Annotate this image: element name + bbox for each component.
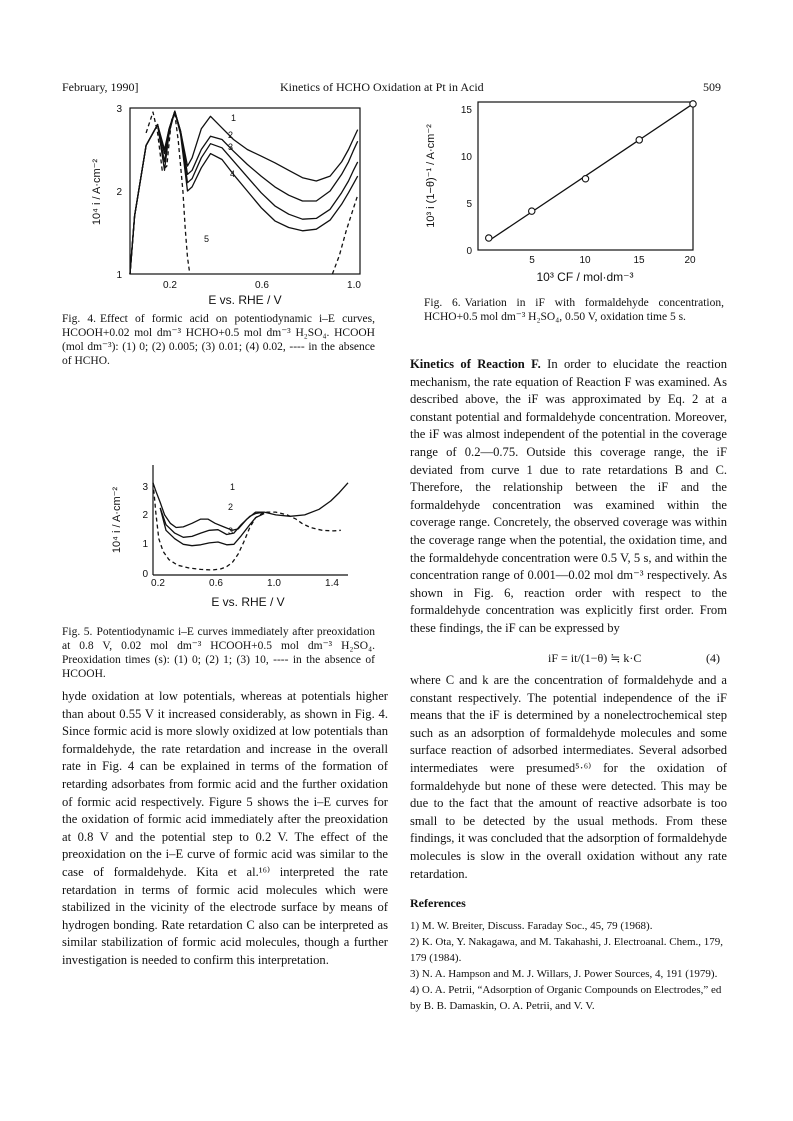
x-tick-label: 0.2 [163,280,177,291]
y-axis-label: 10⁴ i / A·cm⁻² [111,486,123,554]
y-tick-label: 3 [116,104,122,115]
reference-item: 2) K. Ota, Y. Nakagawa, and M. Takahashi, J. Electroanal. Chem., 179, 179 (1984). [410,936,724,964]
reference-item: 1) M. W. Breiter, Discuss. Faraday Soc., 45, 79 (1968). [410,920,653,932]
x-tick-label: 15 [633,255,645,266]
data-point [690,101,696,107]
reference-item: 3) N. A. Hampson and M. J. Willars, J. Power Sources, 4, 191 (1979). [410,968,718,980]
figure-5-caption [62,625,375,681]
references-heading: References [410,896,466,910]
paragraph [410,356,727,638]
y-tick-label: 10 [460,152,472,163]
series-line-dashed-3 [153,483,341,570]
y-tick-label: 0 [466,246,472,257]
curve-label: 2 [228,130,234,140]
series-line-4 [130,111,358,274]
x-tick-label: 0.6 [255,280,269,291]
x-tick-label: 0.2 [151,578,165,589]
curve-label: 2 [228,502,234,512]
curve-label: 1 [231,113,237,123]
reference-item: 4) O. A. Petrii, “Adsorption of Organic Compounds on Electrodes,” ed by B. B. Damaskin, O. A. Petrii, and V. V. [410,984,722,1012]
y-tick-label: 0 [142,569,148,580]
y-tick-label: 3 [142,482,148,493]
y-tick-label: 2 [116,187,122,198]
equation-number: (4) [706,651,720,665]
caption-label: Fig. 4. [62,313,96,325]
equation-4: iF = it/(1−θ) ≒ k·C [548,651,642,665]
paragraph-text: In order to elucidate the reaction mechanism, the rate equation of Reaction F was examined. As described above, the iF was approximated by Eq. 2 at a constant potential and formaldehyde concentration. Moreover, the iF was almost independent of the potential in the coverage range of 0.2—0.75. Outside this coverage range, the iF deviated from curve 1 due to rate retardations B and C. Therefore, the relationship between the iF and the formaldehyde concentration was examined within the coverage range. Concretely, the observed coverage was within the coverage range when the potential, the oxidation time, and the formaldehyde concentration were 0.5 V, 5 s, and within the concentration range of 0.001—0.02 mol dm⁻³ respectively. As shown in Fig. 6, reaction order with respect to the formaldehyde concentration was explicitly first order. From these findings, the iF can be expressed by [410,357,727,635]
page-number: 509 [703,80,721,94]
y-axis-label: 10³ i (1−θ)⁻¹ / A·cm⁻² [425,124,437,228]
plot-frame [130,108,360,274]
series-line-2 [160,508,264,537]
curve-label: 4 [230,169,236,179]
data-point [582,176,588,182]
x-tick-label: 5 [529,255,535,266]
x-axis-label: E vs. RHE / V [208,293,282,307]
data-point [486,235,492,241]
paragraph: where C and k are the concentration of formaldehyde and a constant respectively. The potential independence of the iF means that the iF is determined by a nonelectrochemical step such as an adsorption of formaldehyde molecules and some surface reaction of adsorbed intermediates. Several adsorbed intermediates were presumed⁵·⁶⁾ for the oxidation of formaldehyde but none of these were detected. This may be due to the fact that the amount of reactive adsorbate is too small to be detected by the usual methods. From these findings, it was concluded that the adsorption of formaldehyde molecules is slow in the overall oxidation without any rate retardation. [410,673,727,881]
data-point [529,208,535,214]
figure-6-marks [486,101,697,242]
references-list [410,918,727,1014]
x-axis-label: E vs. RHE / V [211,595,285,609]
caption-label: Fig. 6. [424,297,461,309]
x-tick-label: 10 [579,255,591,266]
caption-text: Effect of formic acid on potentiodynamic i–E curves, HCOOH+0.02 mol dm⁻³ HCHO+0.5 mol dm⁻³ H₂SO₄. HCOOH (mol dm⁻³): (1) 0; (2) 0.005; (3) 0.01; (4) 0.02, ---- in the absence of HCHO. [62,313,375,367]
fit-line [489,104,693,241]
figure-4-chart [90,100,380,310]
figure-6-chart [418,100,718,290]
section-heading: Kinetics of Reaction F. [410,357,541,371]
x-tick-label: 0.6 [209,578,223,589]
series-line-1 [130,111,358,274]
curve-label: 1 [230,482,236,492]
left-column-text [62,688,388,970]
x-tick-label: 1.0 [267,578,281,589]
x-axis-label: 10³ CF / mol·dm⁻³ [536,270,634,284]
x-tick-label: 1.0 [347,280,361,291]
curve-label: 3 [228,526,234,536]
curve-label: 3 [228,142,234,152]
series-line-2 [130,111,358,274]
running-header-left: February, 1990] [62,80,139,94]
y-tick-label: 15 [460,105,472,116]
right-column-text-1 [410,356,727,638]
figure-4-curves [130,111,358,274]
series-line-dashed-5 [332,195,357,274]
figure-5-chart [108,460,358,620]
series-line-3 [130,111,358,274]
y-tick-label: 2 [142,510,148,521]
figure-4-caption [62,312,375,368]
y-tick-label: 5 [466,199,472,210]
figure-6-caption [424,296,724,324]
y-axis-label: 10⁴ i / A·cm⁻² [91,158,103,226]
right-column-text-2 [410,672,727,883]
caption-text: Variation in iF with formaldehyde concentration, HCHO+0.5 mol dm⁻³ H₂SO₄, 0.50 V, oxidation time 5 s. [424,297,724,323]
y-tick-label: 1 [116,270,122,281]
caption-text: Potentiodynamic i–E curves immediately after preoxidation at 0.8 V, 0.02 mol dm⁻³ HCOOH+0.5 mol dm⁻³ H₂SO₄. Preoxidation times (s): (1) 0; (2) 1; (3) 10, ---- in the absence of HCOOH. [62,626,375,680]
caption-label: Fig. 5. [62,626,93,638]
figure-5-curves [153,483,348,570]
curve-label: 5 [204,234,210,244]
running-header-title: Kinetics of HCHO Oxidation at Pt in Acid [280,80,484,94]
x-tick-label: 20 [684,255,696,266]
paragraph: hyde oxidation at low potentials, whereas at potentials higher than about 0.55 V it increased considerably, as shown in Fig. 4. Since formic acid is more slowly oxidized at low potentials than formaldehyde, the rate retardation and increase in the overall rate in Fig. 4 can be explained in terms of the formation of retarding adsorbates from formic acid and the further oxidation of formic acid respectively. Figure 5 shows the i–E curves for the oxidation of formic acid immediately after the preoxidation at 0.8 V and the potential step to 0.2 V. The effect of the preoxidation on the i–E curve of formic acid was similar to the case of formaldehyde. Kita et al.¹⁶⁾ interpreted the rate retardation in terms of formic acid molecules which were stabilized in the vicinity of the electrode surface by means of hydrogen bonding. Rate retardation C also can be interpreted as similar stabilization of formic acid molecules, though a further investigation is needed to confirm this interpretation. [62,689,388,967]
data-point [636,137,642,143]
y-tick-label: 1 [142,539,148,550]
x-tick-label: 1.4 [325,578,339,589]
